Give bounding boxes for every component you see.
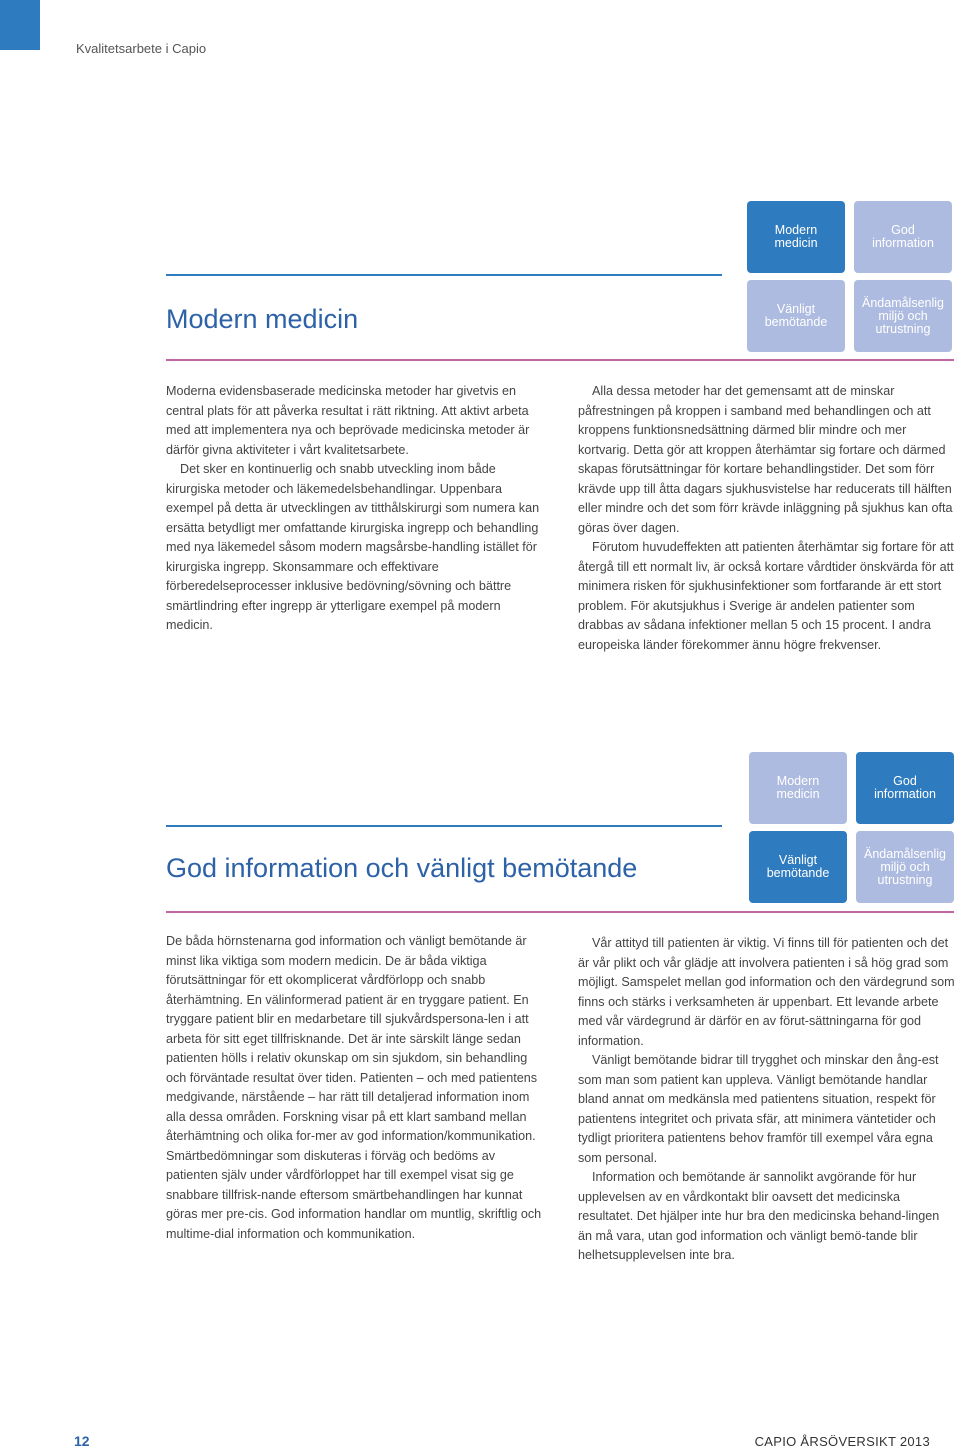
tile-vanligt-bemotande: Vänligt bemötande bbox=[749, 831, 847, 903]
tile-andamalsenlig-miljo: Ändamålsenlig miljö och utrustning bbox=[854, 280, 952, 352]
paragraph: Förutom huvudeffekten att patienten återhämtar sig fortare för att återgå till ett normalt liv, är också kortare vårdtider önskvärda för att minimera risken för sjukhusinfektioner som fortfarande är ett stort problem. För akutsjukhus i Sverige är andelen patienter som drabbas av sådana infektioner mellan 5 och 15 procent. I andra europeiska länder förekommer ännu högre frekvenser. bbox=[578, 540, 954, 652]
title-rule-bottom bbox=[166, 359, 954, 361]
tile-vanligt-bemotande: Vänligt bemötande bbox=[747, 280, 845, 352]
paragraph: Moderna evidensbaserade medicinska metoder har givetvis en central plats för att påverka resultat i rätt riktning. Att aktivt arbeta med att implementera nya och beprövade medicinska metoder är därför givna aktiviteter i vårt kvalitetsarbete. bbox=[166, 384, 530, 457]
tile-andamalsenlig-miljo: Ändamålsenlig miljö och utrustning bbox=[856, 831, 954, 903]
body-column-right bbox=[578, 934, 956, 1266]
section-label: Kvalitetsarbete i Capio bbox=[76, 41, 207, 56]
section-title-god-information: God information och vänligt bemötande bbox=[166, 853, 638, 883]
body-column-left bbox=[166, 382, 544, 636]
paragraph: Information och bemötande är sannolikt avgörande för hur upplevelsen av en vårdkontakt blir oavsett det medicinska resultatet. Det hjälper inte hur bra den medicinska behand-lingen än må vara, utan god information och vänligt bemö-tande blir helhetsupplevelsen inte bra. bbox=[578, 1170, 940, 1262]
corner-accent-bar bbox=[0, 0, 40, 50]
paragraph: Alla dessa metoder har det gemensamt att de minskar påfrestningen på kroppen i samband med behandlingen och att kroppens funktionsnedsättning därmed blir mindre och mer kortvarig. Detta gör att kroppen återhämtar sig fortare och därmed skapas förutsättningar för kortare behandlingstider. Det som förr krävde upp till åtta dagars sjukhusvistelse har reducerats till hälften eller mindre och det som förr krävde inläggning på sjukhus kan ofta göras över dagen. bbox=[578, 384, 953, 535]
tile-god-information: God information bbox=[856, 752, 954, 824]
body-column-left bbox=[166, 932, 544, 1244]
paragraph: Det sker en kontinuerlig och snabb utveckling inom både kirurgiska metoder och läkemedelsbehandlingar. Uppenbara exempel på detta är utvecklingen av titthålskirurgi som numera kan ersätta betydligt mer omfattande kirurgiska ingrepp och behandling med nya läkemedel såsom modern magsårsbe-handling istället för kirurgiska ingrepp. Skonsammare och effektivare förberedelseprocesser inklusive bedövning/sövning och bättre smärtlindring efter ingrepp är ytterligare exempel på modern medicin. bbox=[166, 462, 540, 632]
paragraph: De båda hörnstenarna god information och vänligt bemötande är minst lika viktiga som modern medicin. De är båda viktiga förutsättningar för ett okomplicerat vårdförlopp och snabb återhämtning. En välinformerad patient är en tryggare patient. En tryggare patient blir en medarbetare till sjukvårdspersona-len i att arbeta för sitt eget tillfrisknande. Det är inte särskilt länge sedan patienten hölls i relativ okunskap om sin sjukdom, sin behandling och förväntade resultat över tiden. Patienten – och med patientens medgivande, närstående – har rätt till detaljerad information inom alla dessa områden. Forskning visar på ett klart samband mellan återhämtning och olika for-mer av god information/kommunikation. Smärtbedömningar som diskuteras i förväg och bedöms av patienten själv under vårdförloppet har till exempel visat sig ge snabbare tillfrisk-nande eftersom smärtbehandlingen har kunnat göras mer pre-cis. God information handlar om muntlig, skriftlig och multime-dial information och kommunikation. bbox=[166, 934, 542, 1241]
paragraph: Vår attityd till patienten är viktig. Vi finns till för patienten och det är vår plikt och vår glädje att involvera patienten i så hög grad som möjligt. Samspelet mellan god information och den värdegrund som finns och stärks i verksamheten är uppenbart. Ett levande arbete med vår värdegrund är därför en av förut-sättningarna för god information. bbox=[578, 936, 955, 1048]
paragraph: Vänligt bemötande bidrar till trygghet och minskar den ång-est som man som patient kan uppleva. Vänligt bemötande handlar bland annat om medkänsla med patientens situation, respekt för patientens integritet och privata sfär, att minimera väntetider och tydligt prioritera patientens behov framför till exempel våra egna som personal. bbox=[578, 1053, 939, 1165]
title-rule-bottom bbox=[166, 911, 954, 913]
tile-god-information: God information bbox=[854, 201, 952, 273]
title-rule-top bbox=[166, 825, 722, 827]
page-number: 12 bbox=[74, 1433, 90, 1449]
title-rule-top bbox=[166, 274, 722, 276]
section-title-modern-medicin: Modern medicin bbox=[166, 304, 359, 334]
body-column-right bbox=[578, 382, 956, 655]
publication-title: CAPIO ÅRSÖVERSIKT 2013 bbox=[754, 1434, 930, 1449]
tile-modern-medicin: Modern medicin bbox=[747, 201, 845, 273]
tile-modern-medicin: Modern medicin bbox=[749, 752, 847, 824]
